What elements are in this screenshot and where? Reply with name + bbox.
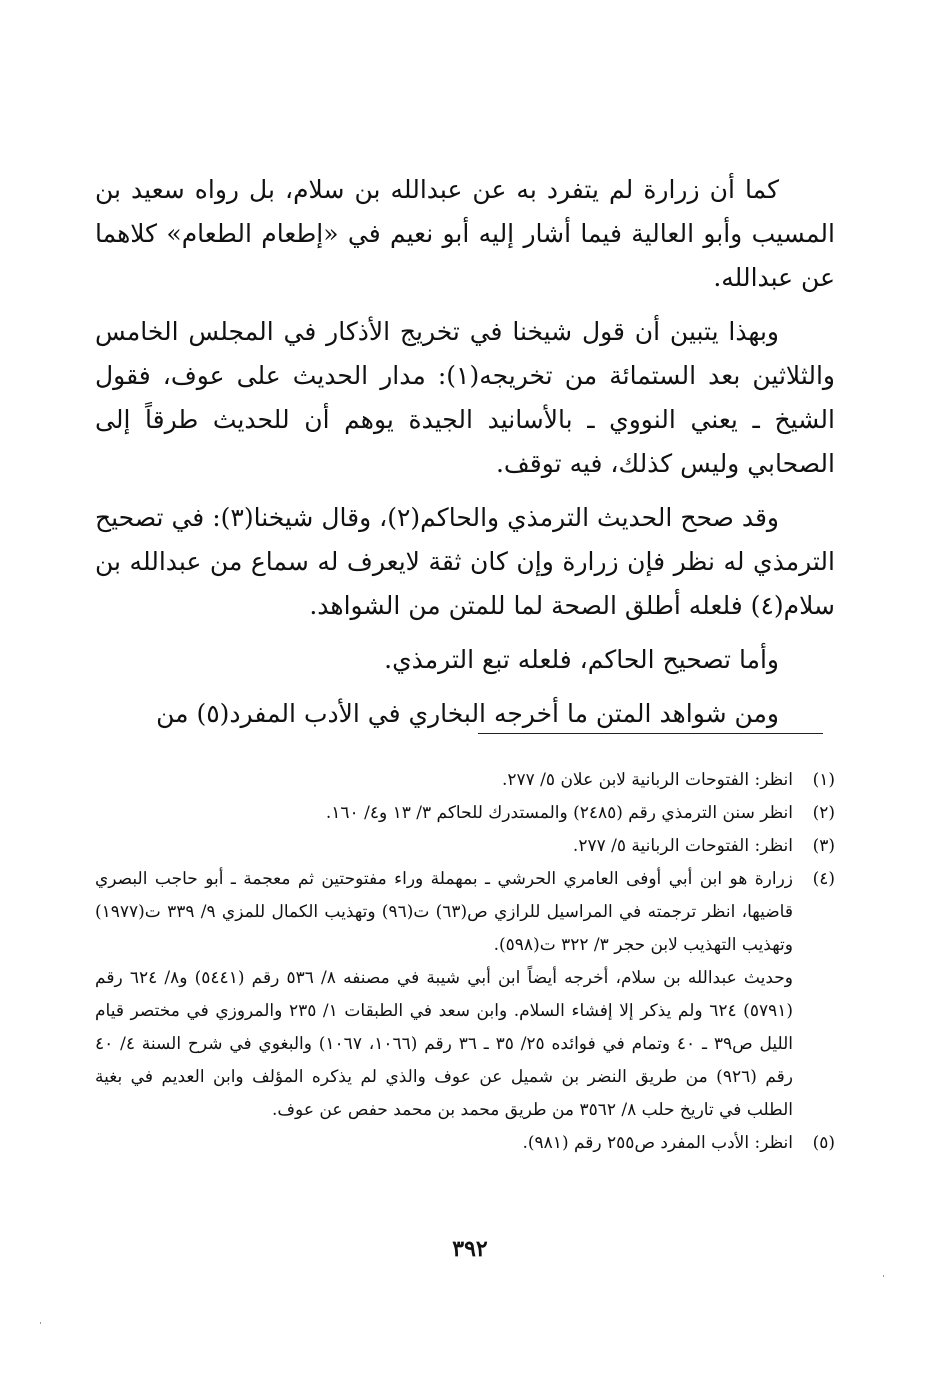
footnote-text [95,863,793,1127]
footnote-text: انظر: الأدب المفرد ص٢٥٥ رقم (٩٨١). [522,1133,793,1153]
footnote-number: (١) [812,770,835,790]
paragraph-4: وأما تصحيح الحاكم، فلعله تبع الترمذي. [384,645,779,674]
paragraph-3: وقد صحح الحديث الترمذي والحاكم(٢)، وقال شيخنا(٣): في تصحيح الترمذي له نظر فإن زرارة وإن كان ثقة لايعرف له سماع من عبدالله بن سلام(٤) فلعله أطلق الصحة لما للمتن من الشواهد. [95,503,835,620]
footnotes [95,764,835,1160]
footnote-number: (٤) [812,869,835,889]
footnote-number: (٣) [812,836,835,856]
footnote-text: انظر: الفتوحات الربانية لابن علان ٥/ ٢٧٧. [501,770,793,790]
scan-speck [883,1275,884,1277]
footnote-5 [95,1127,835,1160]
footnote-3 [95,830,835,863]
footnote-number: (٥) [812,1133,835,1153]
footnote-separator [478,733,823,734]
paragraph-5: ومن شواهد المتن ما أخرجه البخاري في الأدب المفرد(٥) من [156,699,779,728]
footnote-1 [95,764,835,797]
scan-speck [40,1322,41,1324]
paragraph-2: وبهذا يتبين أن قول شيخنا في تخريج الأذكار في المجلس الخامس والثلاثين بعد الستمائة من تخريجه(١): مدار الحديث على عوف، فقول الشيخ ـ يعني النووي ـ بالأسانيد الجيدة يوهم أن للحديث طرقاً إلى الصحابي وليس كذلك، فيه توقف. [95,317,836,478]
paragraph-1: كما أن زرارة لم يتفرد به عن عبدالله بن سلام، بل رواه سعيد بن المسيب وأبو العالية فيما أشار إليه أبو نعيم في «إطعام الطعام» كلاهما عن عبدالله. [95,175,835,292]
footnote-text-part: زرارة هو ابن أبي أوفى العامري الحرشي ـ بمهملة وراء مفتوحتين ثم معجمة ـ أبو حاجب البصري قاضيها، انظر ترجمته في المراسيل للرازي ص(٦٣) ت(٩٦) وتهذيب الكمال للمزي ٩/ ٣٣٩ ت(١٩٧٧) وتهذيب التهذيب لابن حجر ٣/ ٣٢٢ ت(٥٩٨). [95,869,793,955]
footnote-4 [95,863,835,1127]
footnote-text: انظر: الفتوحات الربانية ٥/ ٢٧٧. [572,836,793,856]
page-number: ٣٩٢ [452,1236,488,1262]
footnote-number: (٢) [812,803,835,823]
footnote-text: انظر سنن الترمذي رقم (٢٤٨٥) والمستدرك للحاكم ٣/ ١٣ و٤/ ١٦٠. [325,803,793,823]
main-text [95,168,835,746]
footnote-2 [95,797,835,830]
footnote-text-continuation: وحديث عبدالله بن سلام، أخرجه أيضاً ابن أبي شيبة في مصنفه ٨/ ٥٣٦ رقم (٥٤٤١) و٨/ ٦٢٤ رقم (٥٧٩١) ٦٢٤ ولم يذكر إلا إفشاء السلام. وابن سعد في الطبقات ١/ ٢٣٥ والمروزي في مختصر قيام الليل ص٣٩ ـ ٤٠ وتمام في فوائده ٢٥/ ٣٥ ـ ٣٦ رقم (١٠٦٦، ١٠٦٧) والبغوي في شرح السنة ٤/ ٤٠ رقم (٩٢٦) من طريق النضر بن شميل عن عوف والذي لم يذكره المؤلف وابن العديم في بغية الطلب في تاريخ حلب ٨/ ٣٥٦٢ من طريق محمد بن محمد حفص عن عوف. [95,968,793,1120]
